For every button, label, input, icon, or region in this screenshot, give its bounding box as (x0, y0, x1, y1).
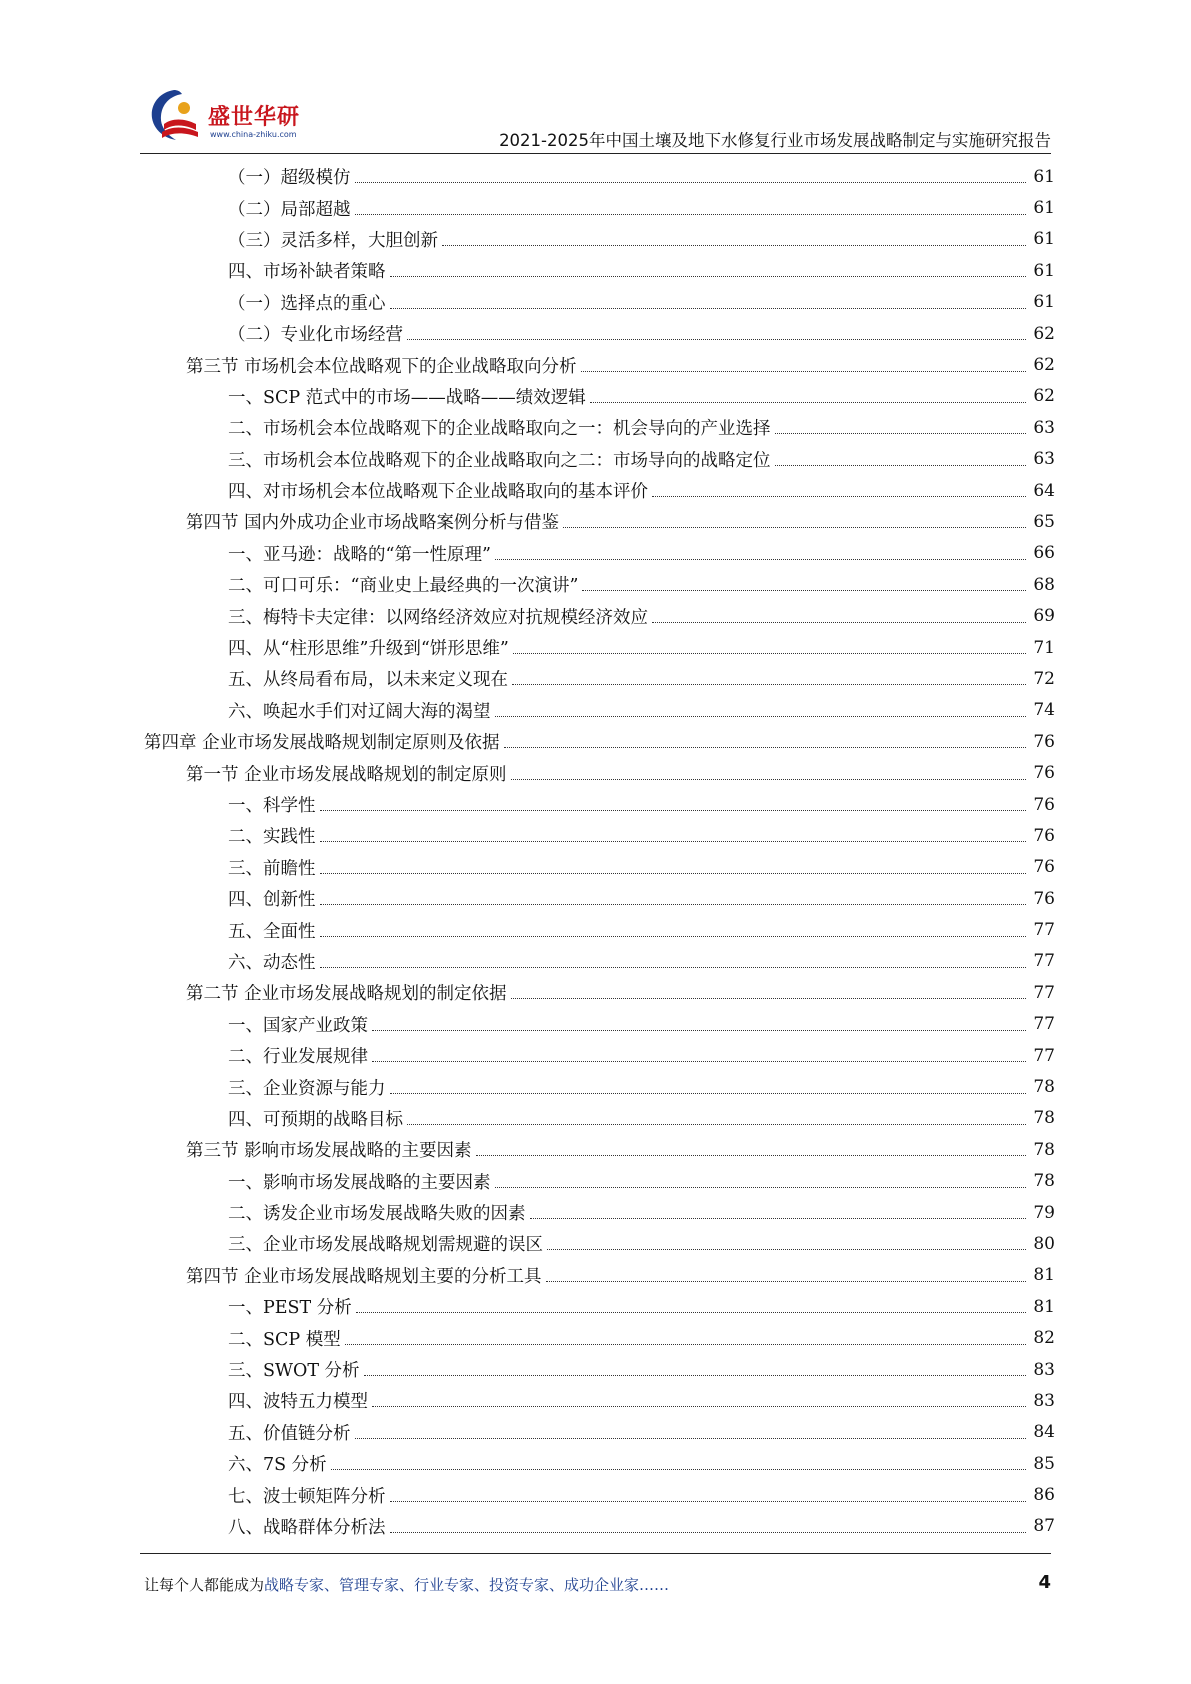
toc-dot-leader (775, 433, 1027, 434)
toc-entry[interactable] (0, 883, 1191, 914)
toc-entry[interactable] (0, 1322, 1191, 1353)
toc-entry-title: 一、影响市场发展战略的主要因素 (228, 1172, 491, 1193)
toc-entry[interactable] (0, 1040, 1191, 1071)
toc-entry-title: 二、SCP 模型 (228, 1329, 341, 1350)
toc-entry[interactable] (0, 1291, 1191, 1322)
toc-entry[interactable] (0, 506, 1191, 537)
report-title: 2021-2025年中国土壤及地下水修复行业市场发展战略制定与实施研究报告 (499, 131, 1051, 150)
toc-entry-page: 77 (1033, 1045, 1055, 1066)
toc-entry[interactable] (0, 381, 1191, 412)
toc-entry-page: 77 (1033, 982, 1055, 1003)
toc-entry-page: 83 (1033, 1359, 1055, 1380)
toc-entry-title: 三、市场机会本位战略观下的企业战略取向之二：市场导向的战略定位 (228, 450, 771, 471)
toc-entry-title: 五、从终局看布局，以未来定义现在 (228, 670, 508, 691)
toc-dot-leader (495, 559, 1026, 560)
page-footer (144, 1574, 1051, 1600)
toc-entry-title: 一、科学性 (228, 796, 316, 816)
slogan-accent: 战略专家、管理专家、行业专家、投资专家、成功企业家…… (264, 1576, 670, 1594)
toc-entry-page: 86 (1033, 1485, 1055, 1506)
toc-dot-leader (511, 779, 1026, 780)
toc-entry[interactable] (0, 287, 1191, 318)
toc-entry-page: 74 (1033, 700, 1055, 721)
toc-entry-page: 80 (1033, 1233, 1055, 1254)
toc-entry-title: 第三节 影响市场发展战略的主要因素 (186, 1141, 472, 1162)
toc-entry[interactable] (0, 632, 1191, 663)
toc-entry-title: 四、对市场机会本位战略观下企业战略取向的基本评价 (228, 482, 648, 503)
toc-entry[interactable] (0, 1228, 1191, 1259)
toc-dot-leader (390, 276, 1027, 277)
toc-entry[interactable] (0, 255, 1191, 286)
toc-entry-title: 八、战略群体分析法 (228, 1517, 386, 1538)
toc-entry-title: （二）局部超越 (228, 199, 351, 220)
toc-entry-title: （二）专业化市场经营 (228, 325, 403, 346)
toc-entry[interactable] (0, 1260, 1191, 1291)
toc-entry[interactable] (0, 946, 1191, 977)
toc-dot-leader (547, 1249, 1026, 1250)
toc-entry-title: （一）超级模仿 (228, 168, 351, 189)
toc-entry-page: 85 (1033, 1453, 1055, 1474)
toc-entry[interactable] (0, 600, 1191, 631)
toc-entry[interactable] (0, 757, 1191, 788)
toc-dot-leader (582, 590, 1026, 591)
toc-entry[interactable] (0, 538, 1191, 569)
toc-entry-title: 二、诱发企业市场发展战略失败的因素 (228, 1204, 526, 1225)
toc-entry[interactable] (0, 1448, 1191, 1479)
toc-entry[interactable] (0, 224, 1191, 255)
toc-entry-title: 五、价值链分析 (228, 1423, 351, 1444)
toc-entry-page: 81 (1033, 1265, 1055, 1286)
toc-entry-page: 78 (1033, 1077, 1055, 1098)
toc-entry[interactable] (0, 1354, 1191, 1385)
toc-entry-page: 71 (1033, 637, 1055, 658)
toc-entry-title: 四、从“柱形思维”升级到“饼形思维” (228, 639, 509, 660)
toc-dot-leader (530, 1218, 1027, 1219)
toc-entry-page: 64 (1033, 480, 1055, 501)
toc-dot-leader (345, 1344, 1026, 1345)
toc-entry[interactable] (0, 161, 1191, 192)
toc-dot-leader (372, 1030, 1026, 1031)
toc-dot-leader (581, 371, 1026, 372)
toc-entry-title: （三）灵活多样，大胆创新 (228, 230, 438, 251)
toc-dot-leader (320, 810, 1027, 811)
toc-entry-title: 三、梅特卡夫定律：以网络经济效应对抗规模经济效应 (228, 607, 648, 628)
toc-dot-leader (355, 1438, 1027, 1439)
toc-entry[interactable] (0, 349, 1191, 380)
toc-entry-page: 83 (1033, 1390, 1055, 1411)
toc-entry[interactable] (0, 1479, 1191, 1510)
table-of-contents (0, 161, 1191, 1542)
toc-entry-page: 78 (1033, 1108, 1055, 1129)
toc-entry-page: 76 (1033, 825, 1055, 846)
toc-entry-title: 二、可口可乐：“商业史上最经典的一次演讲” (228, 576, 579, 597)
toc-entry-title: 六、动态性 (228, 952, 316, 973)
footer-divider (140, 1553, 1051, 1554)
toc-dot-leader (372, 1406, 1026, 1407)
toc-entry[interactable] (0, 1417, 1191, 1448)
toc-entry[interactable] (0, 695, 1191, 726)
toc-dot-leader (512, 684, 1026, 685)
toc-entry-title: 六、7S 分析 (228, 1455, 327, 1476)
toc-entry-page: 77 (1033, 951, 1055, 972)
toc-entry-title: 第四章 企业市场发展战略规划制定原则及依据 (144, 733, 500, 754)
toc-entry[interactable] (0, 663, 1191, 694)
brand-logo-icon (144, 86, 204, 144)
toc-dot-leader (511, 998, 1026, 999)
toc-entry-page: 61 (1033, 198, 1055, 219)
toc-entry-page: 76 (1033, 857, 1055, 878)
toc-entry-title: 三、企业资源与能力 (228, 1078, 386, 1099)
toc-dot-leader (390, 1532, 1027, 1533)
brand-url: www.china-zhiku.com (210, 130, 297, 139)
header-divider (140, 153, 1051, 154)
toc-entry-title: 三、SWOT 分析 (228, 1361, 360, 1382)
toc-entry-title: 二、市场机会本位战略观下的企业战略取向之一：机会导向的产业选择 (228, 419, 771, 440)
toc-dot-leader (372, 1061, 1026, 1062)
toc-dot-leader (320, 873, 1027, 874)
toc-entry[interactable] (0, 444, 1191, 475)
toc-dot-leader (320, 841, 1027, 842)
toc-entry-title: 第四节 企业市场发展战略规划主要的分析工具 (186, 1266, 542, 1287)
toc-entry[interactable] (0, 192, 1191, 223)
toc-dot-leader (495, 716, 1027, 717)
toc-dot-leader (320, 904, 1027, 905)
toc-entry-title: 四、市场补缺者策略 (228, 262, 386, 283)
toc-dot-leader (407, 1124, 1026, 1125)
toc-dot-leader (652, 496, 1026, 497)
toc-entry-title: 一、SCP 范式中的市场——战略——绩效逻辑 (228, 387, 586, 408)
toc-entry-title: 一、PEST 分析 (228, 1298, 352, 1319)
toc-entry-page: 61 (1033, 260, 1055, 281)
toc-entry-title: 四、创新性 (228, 890, 316, 911)
page-header (140, 80, 1051, 152)
toc-dot-leader (442, 245, 1026, 246)
toc-entry-title: 二、行业发展规律 (228, 1047, 368, 1068)
toc-entry[interactable] (0, 852, 1191, 883)
toc-dot-leader (355, 214, 1027, 215)
toc-entry-title: 六、唤起水手们对辽阔大海的渴望 (228, 701, 491, 722)
toc-entry-title: 四、可预期的战略目标 (228, 1109, 403, 1130)
brand-logo (140, 80, 340, 146)
toc-entry-title: 一、国家产业政策 (228, 1015, 368, 1036)
toc-dot-leader (476, 1155, 1026, 1156)
toc-entry-page: 62 (1033, 386, 1055, 407)
page-number: 4 (1038, 1572, 1051, 1593)
toc-entry-page: 78 (1033, 1171, 1055, 1192)
toc-entry-page: 65 (1033, 511, 1055, 532)
toc-entry[interactable] (0, 820, 1191, 851)
toc-entry-page: 81 (1033, 1296, 1055, 1317)
toc-entry[interactable] (0, 569, 1191, 600)
toc-entry[interactable] (0, 1385, 1191, 1416)
toc-entry-page: 76 (1033, 731, 1055, 752)
toc-dot-leader (546, 1281, 1026, 1282)
toc-entry-page: 63 (1033, 417, 1055, 438)
toc-entry[interactable] (0, 789, 1191, 820)
toc-entry[interactable] (0, 1197, 1191, 1228)
toc-entry-page: 79 (1033, 1202, 1055, 1223)
toc-entry-page: 61 (1033, 229, 1055, 250)
toc-entry-page: 69 (1033, 606, 1055, 627)
toc-entry-page: 82 (1033, 1328, 1055, 1349)
toc-dot-leader (320, 936, 1027, 937)
toc-entry[interactable] (0, 1134, 1191, 1165)
toc-entry-page: 87 (1033, 1516, 1055, 1537)
toc-dot-leader (504, 747, 1026, 748)
toc-dot-leader (775, 465, 1027, 466)
toc-entry-title: 五、全面性 (228, 921, 316, 942)
toc-entry-page: 76 (1033, 888, 1055, 909)
toc-dot-leader (390, 1093, 1027, 1094)
toc-entry-title: （一）选择点的重心 (228, 293, 386, 314)
toc-dot-leader (513, 653, 1026, 654)
toc-entry[interactable] (0, 318, 1191, 349)
toc-entry-title: 三、企业市场发展战略规划需规避的误区 (228, 1235, 543, 1256)
toc-entry[interactable] (0, 1009, 1191, 1040)
toc-entry[interactable] (0, 914, 1191, 945)
toc-entry-title: 一、亚马逊：战略的“第一性原理” (228, 544, 491, 565)
toc-entry-page: 68 (1033, 574, 1055, 595)
toc-entry[interactable] (0, 726, 1191, 757)
toc-entry-title: 七、波士顿矩阵分析 (228, 1486, 386, 1507)
toc-dot-leader (356, 1312, 1026, 1313)
toc-dot-leader (652, 622, 1026, 623)
toc-dot-leader (331, 1469, 1026, 1470)
toc-entry-page: 76 (1033, 763, 1055, 784)
toc-dot-leader (590, 402, 1026, 403)
toc-entry-page: 78 (1033, 1139, 1055, 1160)
toc-entry-page: 72 (1033, 668, 1055, 689)
toc-dot-leader (390, 308, 1027, 309)
toc-dot-leader (563, 527, 1026, 528)
toc-dot-leader (364, 1375, 1026, 1376)
toc-dot-leader (355, 182, 1027, 183)
toc-entry-title: 第二节 企业市场发展战略规划的制定依据 (186, 984, 507, 1005)
toc-entry-page: 76 (1033, 794, 1055, 815)
toc-entry-title: 第一节 企业市场发展战略规划的制定原则 (186, 764, 507, 785)
toc-entry-title: 三、前瞻性 (228, 858, 316, 879)
toc-entry-page: 62 (1033, 323, 1055, 344)
toc-entry-page: 66 (1033, 543, 1055, 564)
toc-entry[interactable] (0, 1103, 1191, 1134)
toc-entry-page: 63 (1033, 449, 1055, 470)
toc-entry-page: 62 (1033, 355, 1055, 376)
toc-entry[interactable] (0, 1071, 1191, 1102)
toc-entry-title: 第四节 国内外成功企业市场战略案例分析与借鉴 (186, 513, 560, 534)
toc-dot-leader (390, 1501, 1027, 1502)
toc-entry-page: 77 (1033, 920, 1055, 941)
toc-entry-title: 二、实践性 (228, 827, 316, 848)
toc-entry-page: 61 (1033, 292, 1055, 313)
toc-entry-page: 77 (1033, 1014, 1055, 1035)
toc-entry[interactable] (0, 412, 1191, 443)
toc-dot-leader (495, 1187, 1027, 1188)
toc-dot-leader (407, 339, 1026, 340)
toc-entry[interactable] (0, 977, 1191, 1008)
toc-entry-title: 第三节 市场机会本位战略观下的企业战略取向分析 (186, 356, 577, 377)
footer-slogan (144, 1574, 669, 1595)
toc-entry[interactable] (0, 1166, 1191, 1197)
toc-dot-leader (320, 967, 1027, 968)
toc-entry-title: 四、波特五力模型 (228, 1392, 368, 1413)
toc-entry-page: 84 (1033, 1422, 1055, 1443)
toc-entry[interactable] (0, 1511, 1191, 1542)
toc-entry-page: 61 (1033, 166, 1055, 187)
slogan-prefix: 让每个人都能成为 (144, 1576, 265, 1594)
brand-name: 盛世华研 (208, 105, 301, 130)
toc-entry[interactable] (0, 475, 1191, 506)
